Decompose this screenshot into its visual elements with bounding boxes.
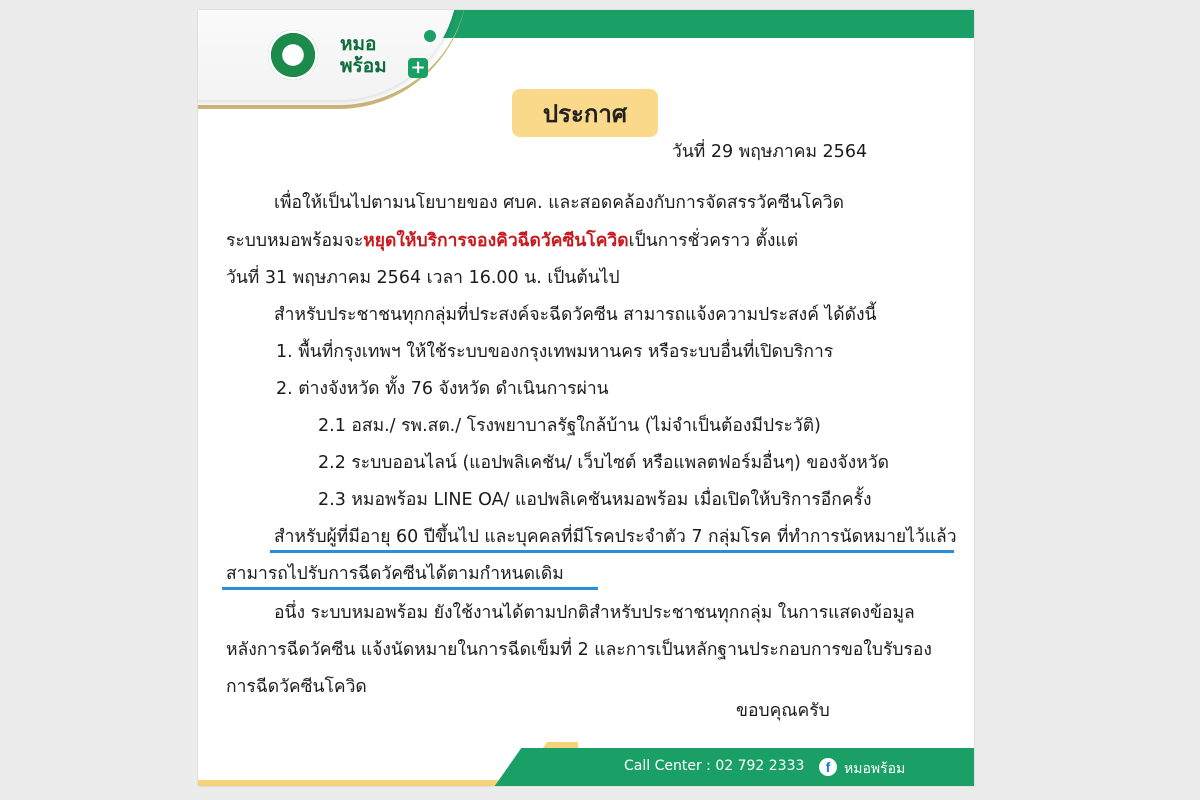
paragraph-3-line-2: สามารถไปรับการฉีดวัคซีนได้ตามกำหนดเดิม xyxy=(226,564,564,584)
list-item-2-2: 2.2 ระบบออนไลน์ (แอปพลิเคชัน/ เว็บไซต์ หรือแพลตฟอร์มอื่นๆ) ของจังหวัด xyxy=(318,453,889,473)
brand-line-2: พร้อม xyxy=(340,55,387,77)
list-item-2-1: 2.1 อสม./ รพ.สต./ โรงพยาบาลรัฐใกล้บ้าน (ไม่จำเป็นต้องมีประวัติ) xyxy=(318,416,821,436)
announcement-date: วันที่ 29 พฤษภาคม 2564 xyxy=(672,142,868,162)
paragraph-1-line-2-end: เป็นการชั่วคราว ตั้งแต่ xyxy=(628,231,799,251)
announcement-card xyxy=(198,10,974,786)
list-item-2: 2. ต่างจังหวัด ทั้ง 76 จังหวัด ดำเนินการผ่าน xyxy=(276,379,609,399)
underline-1 xyxy=(270,550,954,553)
paragraph-1-line-2-start: ระบบหมอพร้อมจะ xyxy=(226,231,364,251)
underline-2 xyxy=(222,587,598,590)
list-item-1: 1. พื้นที่กรุงเทพฯ ให้ใช้ระบบของกรุงเทพมหานคร หรือระบบอื่นที่เปิดบริการ xyxy=(276,342,834,362)
facebook-page-name: หมอพร้อม xyxy=(844,761,906,777)
announcement-title: ประกาศ xyxy=(512,89,658,137)
mor-prom-logo xyxy=(338,24,438,88)
paragraph-1-line-3: วันที่ 31 พฤษภาคม 2564 เวลา 16.00 น. เป็นต้นไป xyxy=(226,268,620,288)
paragraph-1-line-1: เพื่อให้เป็นไปตามนโยบายของ ศบค. และสอดคล้องกับการจัดสรรวัคซีนโควิด xyxy=(274,193,844,213)
closing-thanks: ขอบคุณครับ xyxy=(736,701,830,721)
paragraph-4-line-1: อนึ่ง ระบบหมอพร้อม ยังใช้งานได้ตามปกติสำหรับประชาชนทุกกลุ่ม ในการแสดงข้อมูล xyxy=(274,603,915,623)
footer-white-slant xyxy=(198,730,556,780)
facebook-icon: f xyxy=(819,758,837,776)
paragraph-1-line-2 xyxy=(226,230,798,252)
brand-dot-icon xyxy=(424,30,436,42)
ministry-of-public-health-logo xyxy=(268,30,318,80)
brand-line-1: หมอ xyxy=(340,33,377,55)
plus-icon: + xyxy=(408,58,428,78)
call-center-number: Call Center : 02 792 2333 xyxy=(624,758,805,774)
paragraph-4-line-3: การฉีดวัคซีนโควิด xyxy=(226,677,367,697)
paragraph-2: สำหรับประชาชนทุกกลุ่มที่ประสงค์จะฉีดวัคซีน สามารถแจ้งความประสงค์ ได้ดังนี้ xyxy=(274,305,877,325)
list-item-2-3: 2.3 หมอพร้อม LINE OA/ แอปพลิเคชันหมอพร้อม เมื่อเปิดให้บริการอีกครั้ง xyxy=(318,490,872,510)
paragraph-3-line-1: สำหรับผู้ที่มีอายุ 60 ปีขึ้นไป และบุคคลที่มีโรคประจำตัว 7 กลุ่มโรค ที่ทำการนัดหมายไว้แล้ว xyxy=(274,527,957,547)
paragraph-4-line-2: หลังการฉีดวัคซีน แจ้งนัดหมายในการฉีดเข็มที่ 2 และการเป็นหลักฐานประกอบการขอใบรับรอง xyxy=(226,640,932,660)
suspension-highlight: หยุดให้บริการจองคิวฉีดวัคซีนโควิด xyxy=(363,231,629,251)
